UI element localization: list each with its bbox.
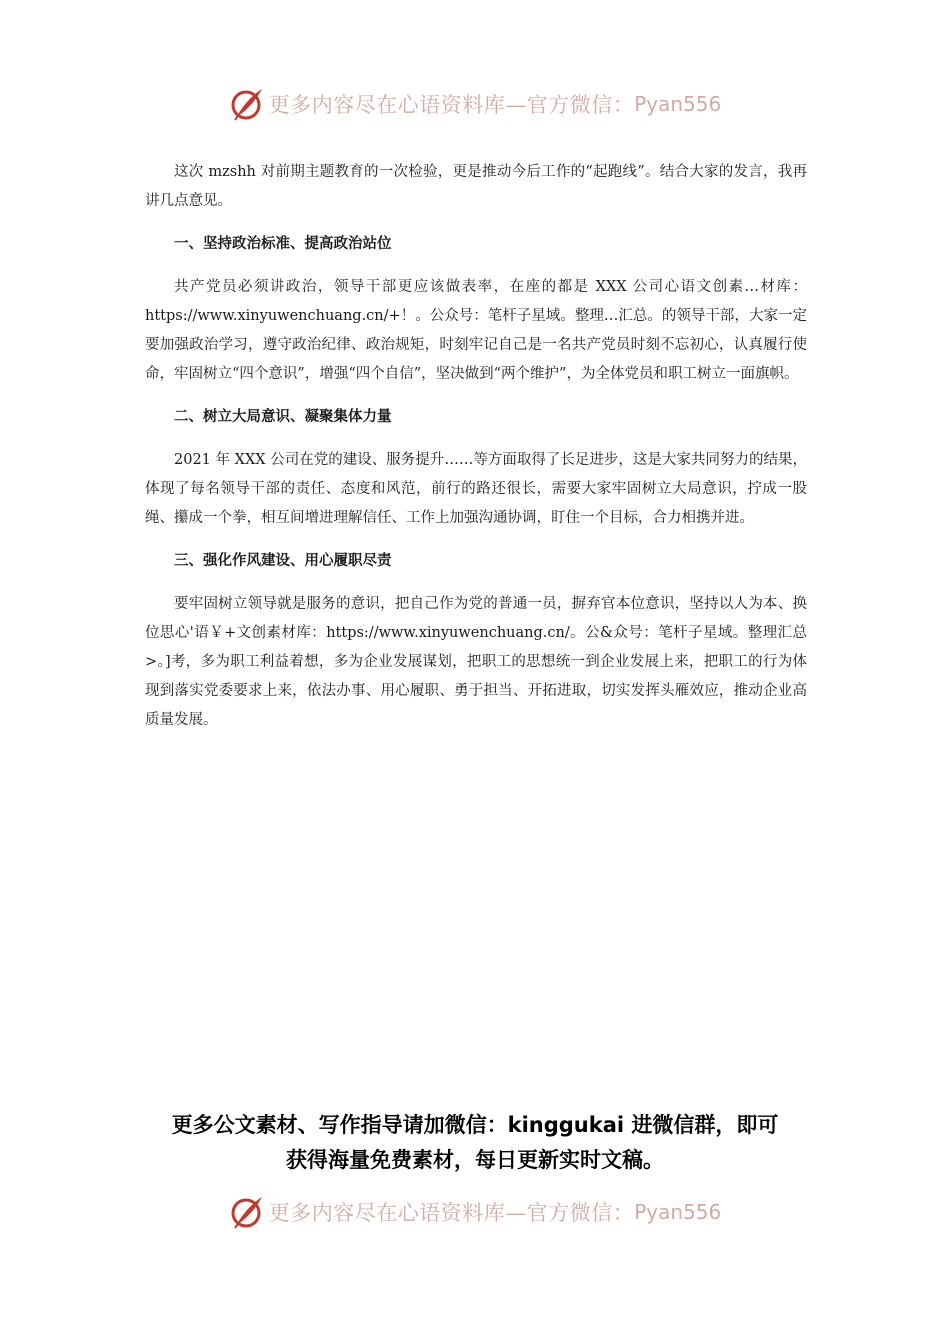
header-banner bbox=[0, 82, 950, 126]
banner-wechat-id: Pyan556 bbox=[634, 92, 722, 116]
banner-site-text: 更多内容尽在心语资料库—官方微信： bbox=[268, 93, 635, 117]
promo-line-1: 更多公文素材、写作指导请加微信：kinggukai 进微信群，即可 bbox=[171, 1113, 779, 1137]
section-3-paragraph: 要牢固树立领导就是服务的意识，把自己作为党的普通一员，摒弃官本位意识，坚持以人为本、换位思心'语￥+文创素材库：https://www.xinyuwenchuang.cn/。公&众号：笔杆子星域。整理汇总>。]考，多为职工利益着想，多为企业发展谋划，把职工的思想统一到企业发展上来，把职工的行为体现到落实党委要求上来，依法办事、用心履职、勇于担当、开拓进取，切实发挥头雁效应，推动企业高质量发展。 bbox=[145, 596, 807, 728]
section-1-paragraph: 共产党员必须讲政治，领导干部更应该做表率，在座的都是 XXX 公司心语文创素…材库：https://www.xinyuwenchuang.cn/+！。公众号：笔杆子星域。整理…汇总。的领导干部，大家一定要加强政治学习，遵守政治纪律、政治规矩，时刻牢记自己是一名共产党员时刻不忘初心，认真履行使命，牢固树立“四个意识”，增强“四个自信”，坚决做到“两个维护”，为全体党员和职工树立一面旗帜。 bbox=[145, 279, 807, 382]
section-2-heading: 二、树立大局意识、凝聚集体力量 bbox=[174, 409, 392, 425]
quill-logo-icon bbox=[229, 86, 265, 122]
banner-site-text: 更多内容尽在心语资料库—官方微信： bbox=[268, 1201, 635, 1225]
banner-wechat-id: Pyan556 bbox=[634, 1200, 722, 1224]
intro-paragraph: 这次 mzshh 对前期主题教育的一次检验，更是推动今后工作的“起跑线”。结合大家的发言，我再讲几点意见。 bbox=[145, 164, 807, 209]
promo-line-2: 获得海量免费素材，每日更新实时文稿。 bbox=[286, 1148, 664, 1172]
footer-banner bbox=[0, 1190, 950, 1234]
quill-logo-icon bbox=[229, 1194, 265, 1230]
section-2-paragraph: 2021 年 XXX 公司在党的建设、服务提升……等方面取得了长足进步，这是大家共同努力的结果，体现了每名领导干部的责任、态度和风范，前行的路还很长，需要大家牢固树立大局意识，拧成一股绳、攥成一个拳，相互间增进理解信任、工作上加强沟通协调，盯住一个目标，合力相携并进。 bbox=[145, 452, 807, 526]
section-3-heading: 三、强化作风建设、用心履职尽责 bbox=[174, 553, 392, 569]
promo-block bbox=[140, 1108, 810, 1178]
document-body bbox=[145, 158, 807, 735]
section-1-heading: 一、坚持政治标准、提高政治站位 bbox=[174, 236, 392, 252]
